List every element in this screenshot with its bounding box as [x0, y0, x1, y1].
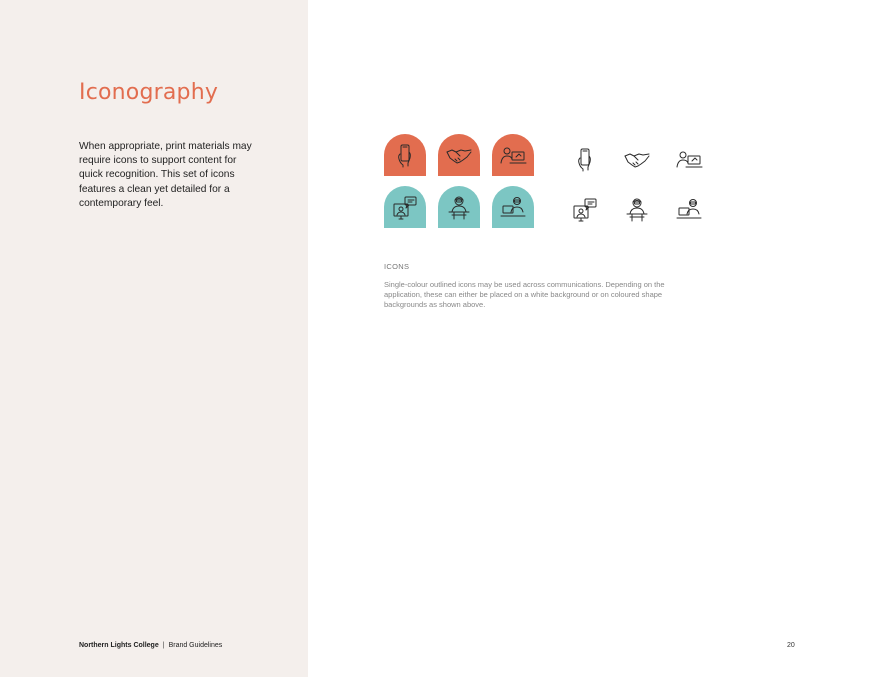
- footer-org: Northern Lights College: [79, 642, 159, 649]
- person-laptop-icon: [492, 134, 534, 176]
- handshake-icon: [438, 134, 480, 176]
- person-computer-icon-outline: [668, 188, 710, 230]
- page-title: Iconography: [79, 80, 219, 105]
- person-computer-icon: [492, 186, 534, 228]
- student-desk-icon: [438, 186, 480, 228]
- icons-caption-label: ICONS: [384, 262, 410, 271]
- page-number: 20: [787, 642, 795, 649]
- icons-caption-text: Single-colour outlined icons may be used across communications. Depending on the application, these can either be placed on a white background or on coloured shape backgrounds as shown above.: [384, 280, 665, 310]
- handshake-icon-outline: [616, 138, 658, 180]
- footer-separator: |: [162, 642, 165, 649]
- video-chat-icon: [384, 186, 426, 228]
- phone-hand-icon: [384, 134, 426, 176]
- footer-doc-title: Brand Guidelines: [168, 642, 223, 649]
- student-desk-icon-outline: [616, 188, 658, 230]
- intro-paragraph: When appropriate, print materials may require icons to support content for quick recognition. This set of icons features a clean yet detailed for a contemporary feel.: [79, 141, 252, 209]
- phone-hand-icon-outline: [564, 138, 606, 180]
- left-panel: [0, 0, 308, 677]
- footer: [79, 642, 222, 649]
- video-chat-icon-outline: [564, 188, 606, 230]
- person-laptop-icon-outline: [668, 138, 710, 180]
